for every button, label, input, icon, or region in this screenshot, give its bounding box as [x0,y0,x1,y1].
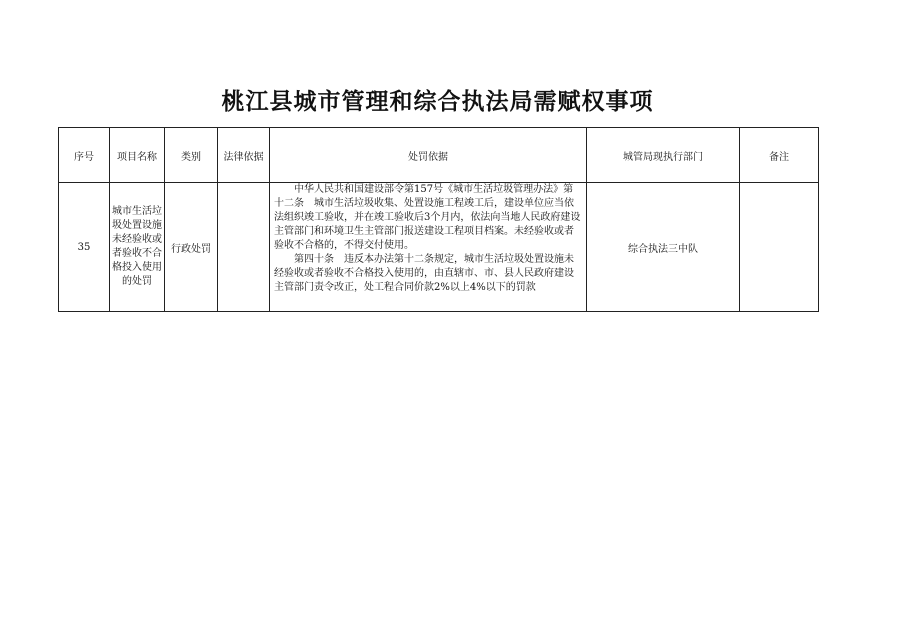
document-title: 桃江县城市管理和综合执法局需赋权事项 [221,89,654,115]
header-category: 类别 [165,128,218,183]
penalty-basis-paragraph-2: 第四十条 违反本办法第十二条规定，城市生活垃圾处置设施未经验收或者验收不合格投入使用的，由直辖市、市、县人民政府建设主管部门责令改正，处工程合同价款2%以上4%以下的罚款 [274,254,574,293]
cell-remarks [740,183,819,312]
cell-item-name [110,183,165,312]
header-penalty-basis: 处罚依据 [270,128,587,183]
item-name-text: 城市生活垃圾处置设施未经验收或者验收不合格投入使用的处罚 [112,206,162,287]
penalty-basis-paragraph-1: 中华人民共和国建设部令第157号《城市生活垃圾管理办法》第十二条 城市生活垃圾收集、处置设施工程竣工后，建设单位应当依法组织竣工验收，并在竣工验收后3个月内，依法向当地人民政府建设主管部门和环境卫生主管部门报送建设工程项目档案。未经验收或者验收不合格的，不得交付使用。 [274,184,581,251]
table-row [59,183,819,312]
cell-legal-basis [218,183,270,312]
header-item-name: 项目名称 [110,128,165,183]
cell-category: 行政处罚 [165,183,218,312]
header-seq: 序号 [59,128,110,183]
header-legal-basis: 法律依据 [218,128,270,183]
authorization-table [58,127,819,312]
cell-dept: 综合执法三中队 [587,183,740,312]
cell-seq: 35 [59,183,110,312]
header-remarks: 备注 [740,128,819,183]
cell-penalty-basis [270,183,587,312]
header-dept: 城管局现执行部门 [587,128,740,183]
table-header-row [59,128,819,183]
